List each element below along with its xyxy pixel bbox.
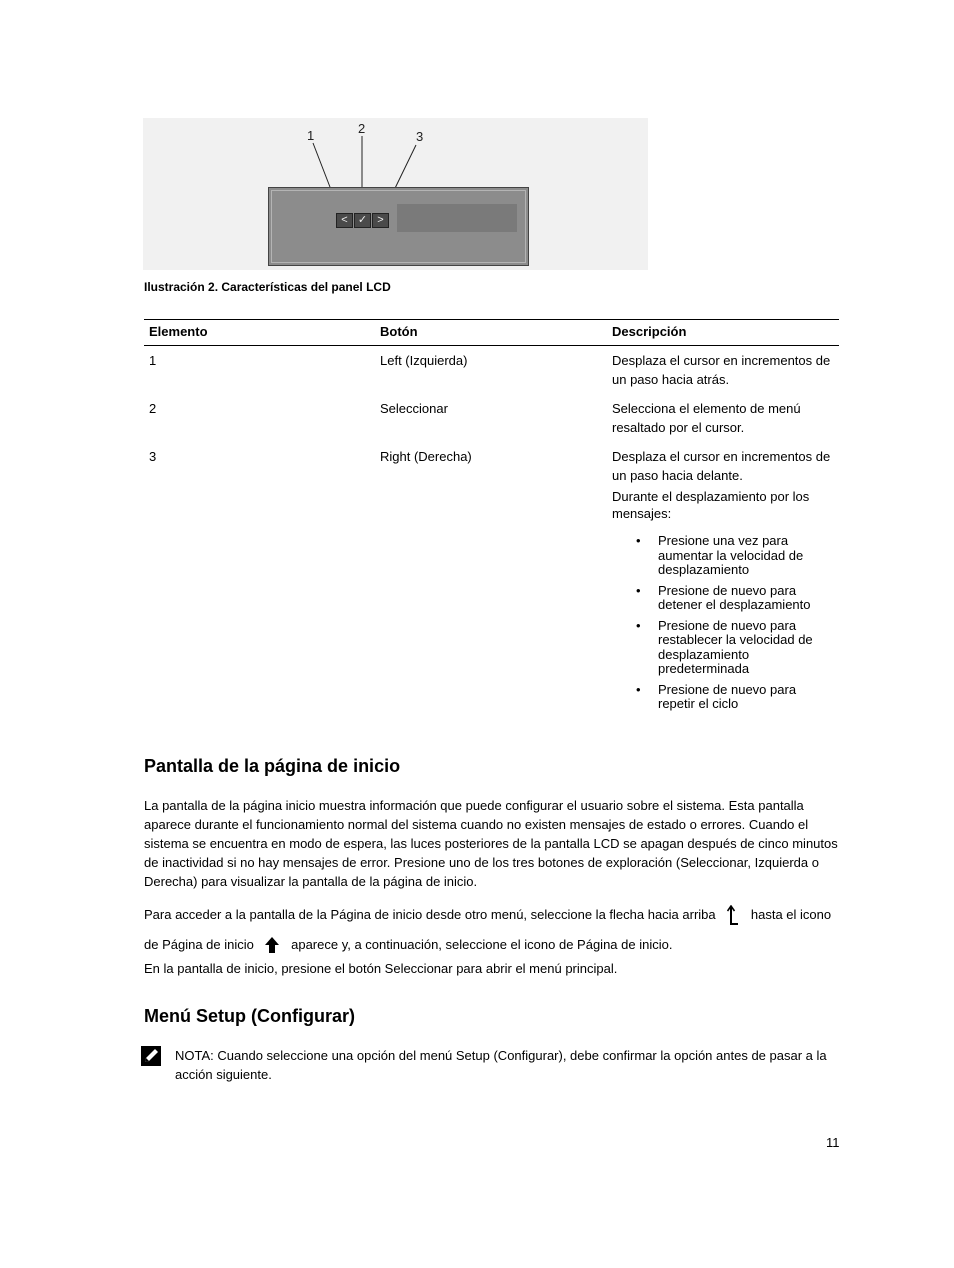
figure-caption: Ilustración 2. Características del panel LCD	[144, 280, 391, 294]
right-button-icon: >	[372, 213, 389, 228]
select-button-icon: ✓	[354, 213, 371, 228]
table-row-3-desc	[612, 447, 837, 485]
bullet-line: Presione de nuevo para	[658, 582, 797, 598]
lcd-screen	[397, 204, 517, 232]
home-access-paragraph-cont	[144, 933, 839, 957]
desc-line: un paso hacia delante.	[612, 468, 743, 483]
bullet-line: desplazamiento	[658, 646, 750, 662]
table-row-1-desc	[612, 351, 837, 389]
table-row-2-desc	[612, 399, 837, 437]
bullet-line: detener el desplazamiento	[658, 597, 811, 612]
paragraph-line: aparece durante el funcionamiento normal del sistema cuando no existen mensajes de estado o errores. Cuando el	[144, 817, 809, 832]
desc-line: resaltado por el cursor.	[612, 420, 745, 435]
page-number: 11	[826, 1135, 840, 1150]
home-icon	[265, 937, 279, 955]
main-menu-paragraph: En la pantalla de inicio, presione el botón Seleccionar para abrir el menú principal.	[144, 961, 618, 976]
up-arrow-icon	[727, 905, 739, 927]
table-row-3-extra	[612, 489, 837, 522]
table-row-1-button: Left (Izquierda)	[380, 353, 468, 368]
table-row-1-element: 1	[149, 353, 157, 368]
paragraph-line: de inactividad si no hay mensajes de error. Presione uno de los tres botones de exploración (Seleccionar, Izquierda o	[144, 855, 819, 870]
table-top-rule	[144, 319, 839, 320]
table-header-descripcion: Descripción	[612, 324, 687, 339]
bullet-icon: •	[636, 681, 641, 697]
paragraph-text: hasta el icono	[750, 907, 832, 922]
callout-1: 1	[307, 128, 315, 143]
bullet-line: repetir el ciclo	[658, 696, 739, 711]
note-pencil-icon	[141, 1046, 161, 1066]
desc-line: Durante el desplazamiento por los	[612, 489, 810, 504]
desc-line: Desplaza el cursor en incrementos de	[612, 353, 831, 368]
table-row-2-element: 2	[149, 401, 157, 416]
paragraph-line: Derecha) para visualizar la pantalla de la página de inicio.	[144, 874, 478, 889]
bullet-icon: •	[636, 582, 641, 598]
callout-3: 3	[416, 129, 424, 144]
bullet-line: Presione de nuevo para	[658, 681, 797, 697]
table-header-elemento: Elemento	[149, 324, 208, 339]
bullet-icon: •	[636, 617, 641, 633]
bullet-line: Presione de nuevo para	[658, 617, 797, 633]
home-screen-paragraph	[144, 796, 839, 891]
note-text: Cuando seleccione una opción del menú Setup (Configurar), debe confirmar la opción antes de pasar a la	[217, 1048, 827, 1063]
paragraph-text: Para acceder a la pantalla de la Página de inicio desde otro menú, seleccione la flecha hacia arriba	[144, 907, 716, 922]
note-line-1	[175, 1046, 839, 1065]
table-row-2-button: Seleccionar	[380, 401, 448, 416]
lcd-panel	[268, 187, 529, 266]
bullet-line: aumentar la velocidad de	[658, 547, 804, 563]
bullet-line: desplazamiento	[658, 562, 750, 577]
desc-line: un paso hacia atrás.	[612, 372, 730, 387]
bullet-line: predeterminada	[658, 661, 750, 676]
paragraph-text: aparece y, a continuación, seleccione el icono de Página de inicio.	[291, 937, 673, 952]
bullet-icon: •	[636, 533, 641, 548]
table-row-3-element: 3	[149, 449, 157, 464]
paragraph-line: La pantalla de la página inicio muestra información que puede configurar el usuario sobre el sistema. Esta pantalla	[144, 798, 804, 813]
callout-2: 2	[358, 121, 366, 136]
desc-line: Selecciona el elemento de menú	[612, 401, 801, 416]
table-header-boton: Botón	[380, 324, 418, 339]
bullet-line: restablecer la velocidad de	[658, 632, 813, 647]
table-row-3-button: Right (Derecha)	[380, 449, 472, 464]
list-item	[636, 534, 836, 578]
section-title-home-screen: Pantalla de la página de inicio	[144, 756, 401, 776]
note-text: acción siguiente.	[175, 1067, 272, 1082]
paragraph-line: sistema se encuentra en modo de espera, las luces posteriores de la pantalla LCD se apagan después de cinco minutos	[144, 836, 838, 851]
paragraph-text: de Página de inicio	[144, 937, 254, 952]
section-title-setup-menu: Menú Setup (Configurar)	[144, 1006, 355, 1026]
home-access-paragraph	[144, 903, 839, 927]
bullet-line: Presione una vez para	[658, 533, 789, 548]
desc-line: mensajes:	[612, 505, 672, 521]
desc-line: Desplaza el cursor en incrementos de	[612, 449, 831, 464]
left-button-icon: <	[336, 213, 353, 228]
scroll-bullet-list	[636, 534, 836, 718]
note-block	[175, 1046, 839, 1084]
list-item	[636, 584, 836, 613]
list-item	[636, 619, 836, 677]
table-header-rule	[144, 345, 839, 346]
note-label: NOTA:	[175, 1048, 214, 1063]
list-item	[636, 683, 836, 712]
